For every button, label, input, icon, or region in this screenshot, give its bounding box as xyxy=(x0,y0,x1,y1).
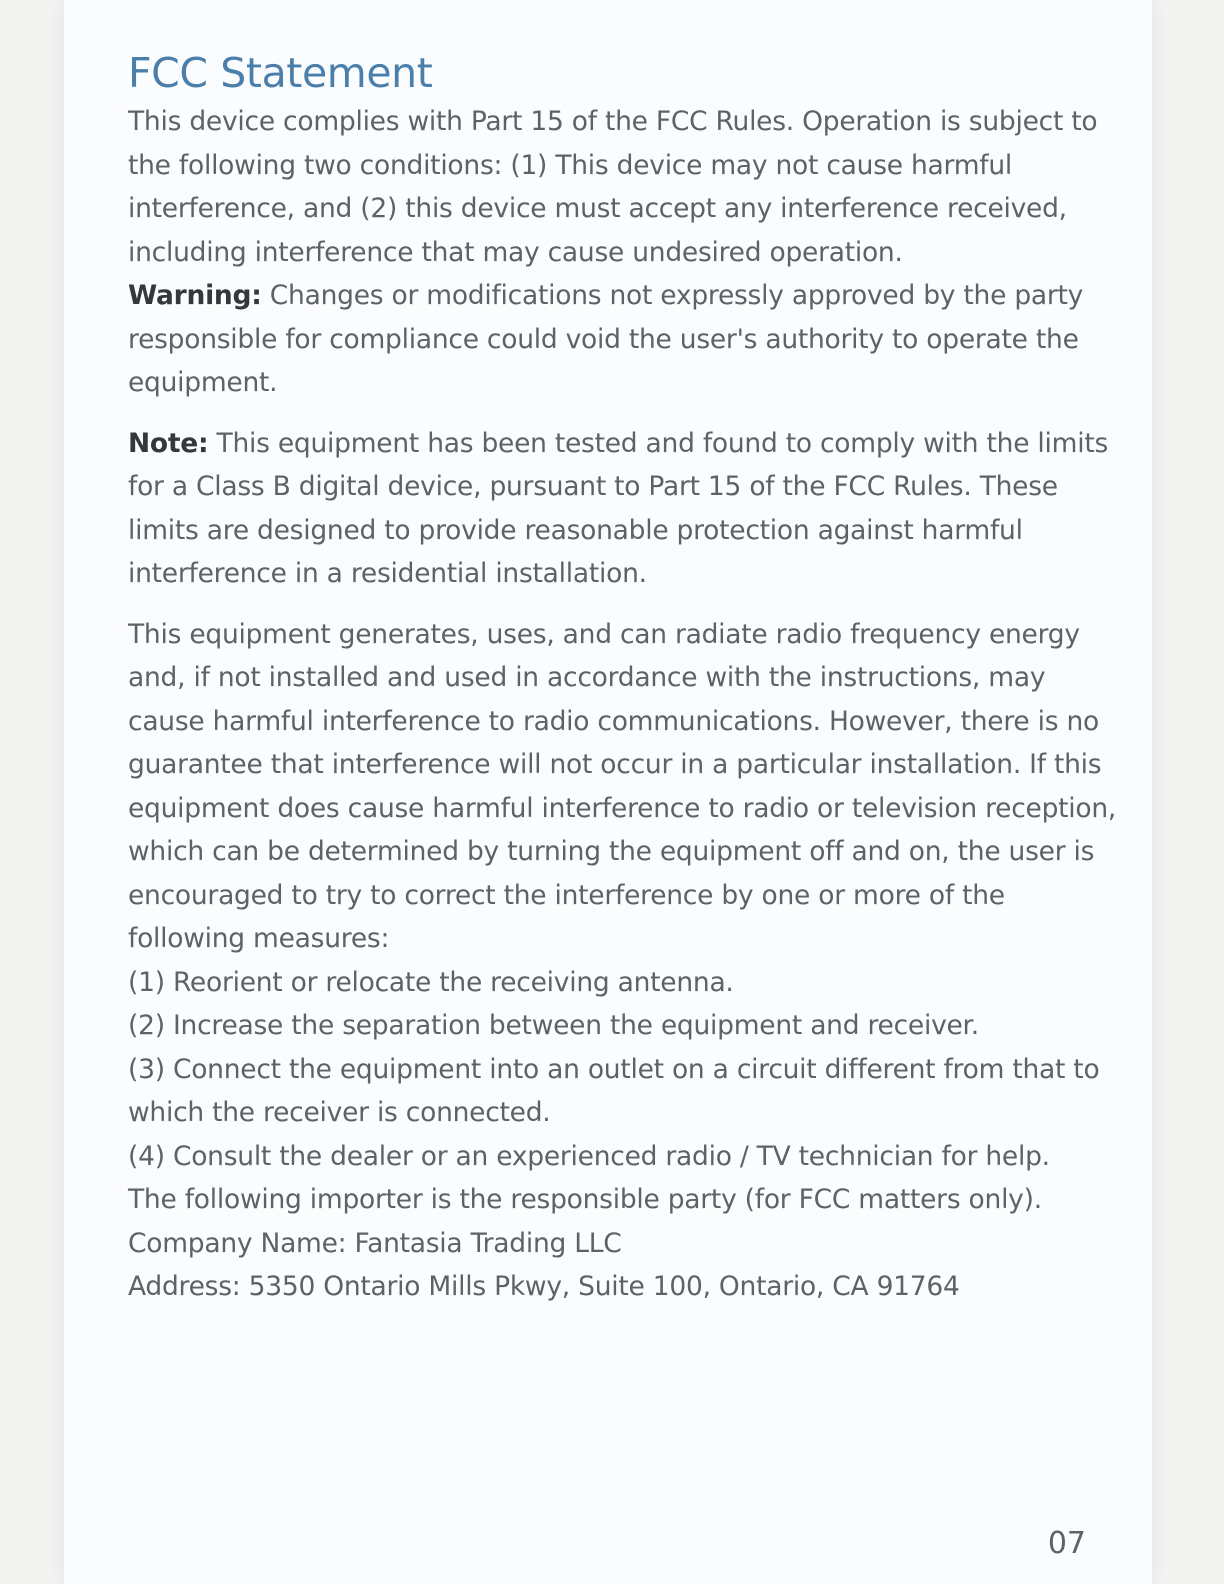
warning-text: Changes or modifications not expressly approved by the party responsible for compliance could void the user's authority to operate the equipment. xyxy=(128,280,1084,398)
page-title: FCC Statement xyxy=(128,49,433,97)
note-paragraph xyxy=(128,422,1118,596)
importer-statement: The following importer is the responsible party (for FCC matters only). xyxy=(128,1184,1042,1215)
warning-label: Warning: xyxy=(128,280,262,311)
radio-frequency-paragraph: This equipment generates, uses, and can radiate radio frequency energy and, if not installed and used in accordance with the instructions, may cause harmful interference to radio communications. However, there is no guarantee that interference will not occur in a particular installation. If this equipment does cause harmful interference to radio or television reception, which can be determined by turning the equipment off and on, the user is encouraged to try to correct the interference by one or more of the following measures: xyxy=(128,618,1117,954)
fcc-statement-content xyxy=(128,46,1118,1309)
note-label: Note: xyxy=(128,427,209,459)
measure-item: (1) Reorient or relocate the receiving antenna. xyxy=(128,966,734,998)
page-number: 07 xyxy=(1047,1526,1086,1561)
company-address: Address: 5350 Ontario Mills Pkwy, Suite 100, Ontario, CA 91764 xyxy=(128,1271,960,1302)
measure-item: (4) Consult the dealer or an experienced radio / TV technician for help. xyxy=(128,1140,1050,1172)
measure-item: (3) Connect the equipment into an outlet on a circuit different from that to which the receiver is connected. xyxy=(128,1053,1100,1128)
note-text: This equipment has been tested and found to comply with the limits for a Class B digital device, pursuant to Part 15 of the FCC Rules. These limits are designed to provide reasonable protection against harmful interference in a residential installation. xyxy=(128,427,1109,589)
compliance-paragraph: This device complies with Part 15 of the FCC Rules. Operation is subject to the following two conditions: (1) This device may not cause harmful interference, and (2) this device must accept any interference received, including interference that may cause undesired operation. xyxy=(128,106,1098,268)
warning-paragraph xyxy=(128,274,1118,405)
company-name: Company Name: Fantasia Trading LLC xyxy=(128,1227,622,1259)
measure-item: (2) Increase the separation between the equipment and receiver. xyxy=(128,1010,979,1041)
